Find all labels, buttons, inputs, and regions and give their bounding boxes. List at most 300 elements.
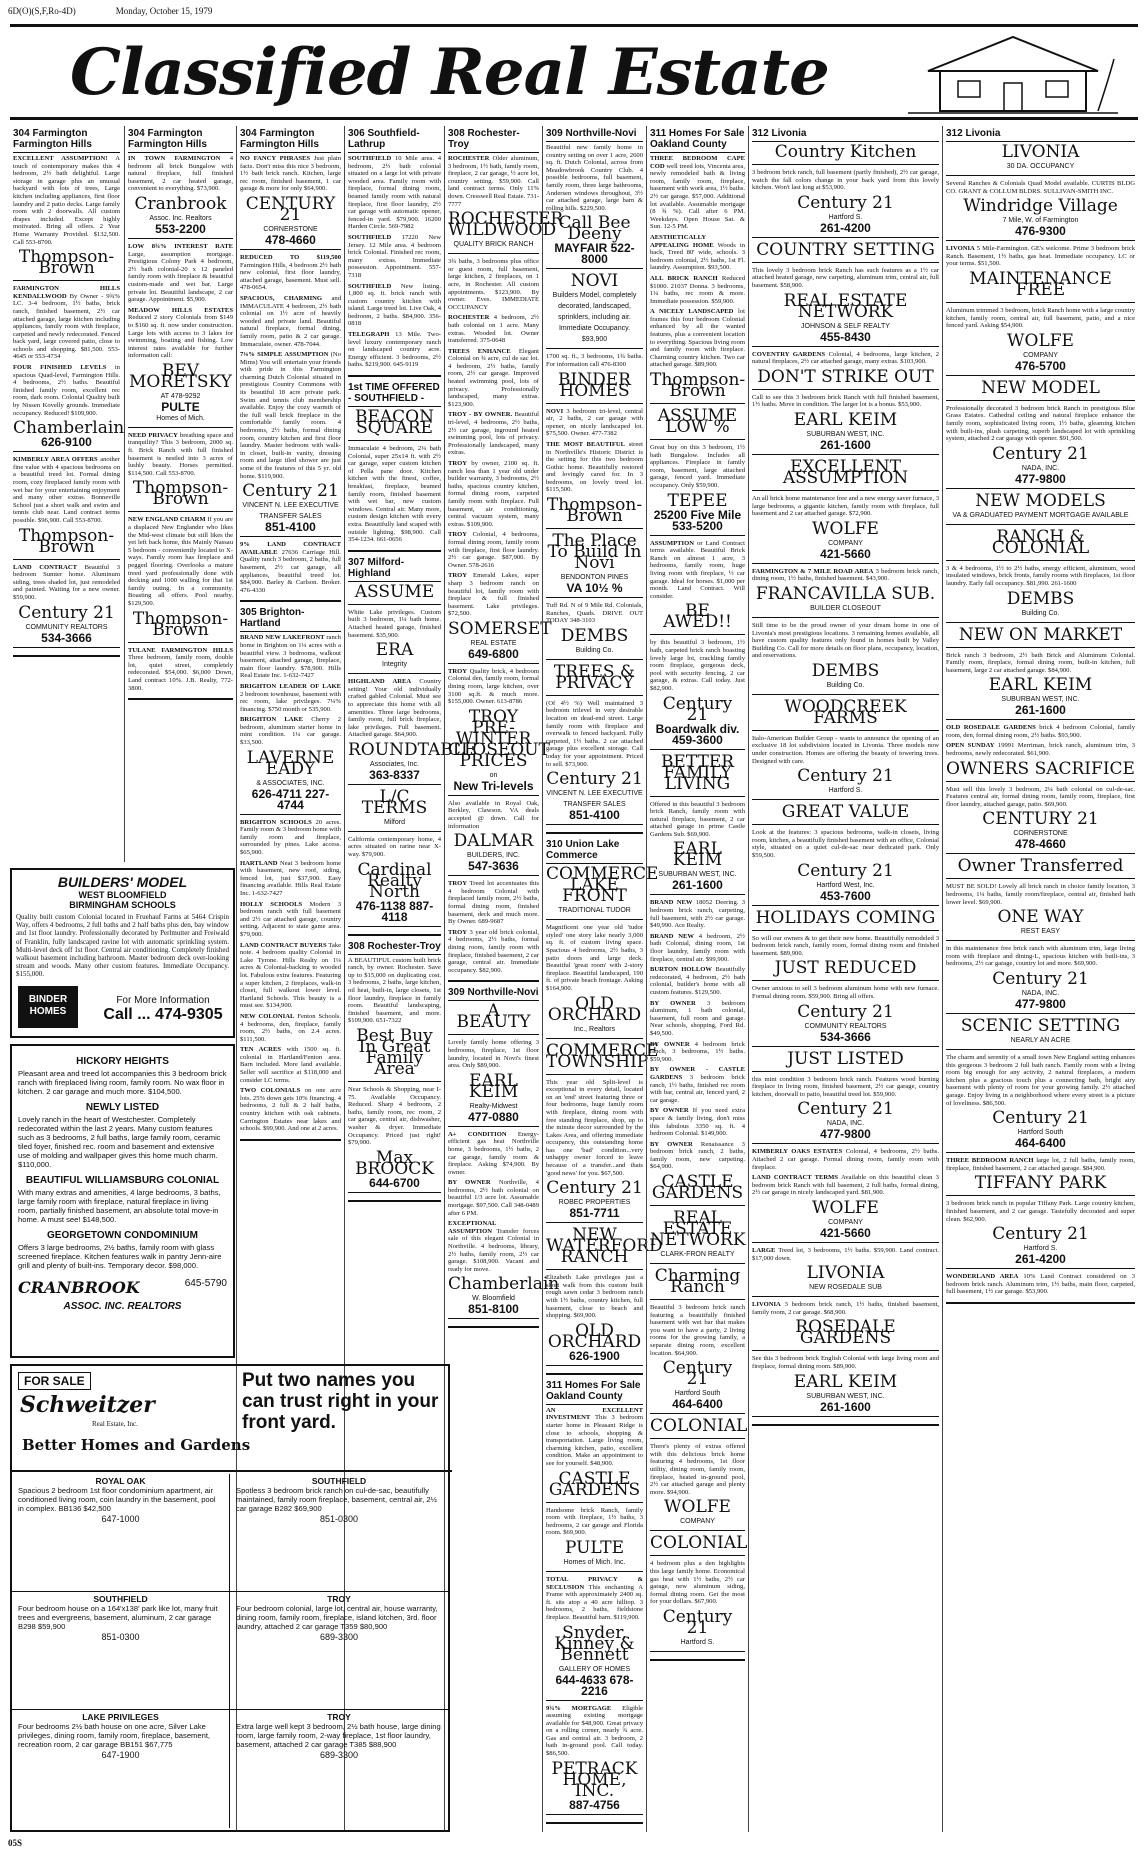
- listing-headline: 9¾% MORTGAGE: [546, 1704, 612, 1712]
- listing-headline: TREES ENHANCE: [448, 347, 511, 355]
- listing-ad: [752, 1148, 939, 1171]
- binder-homes-logo: BINDER HOMES: [18, 986, 78, 1028]
- divider: [348, 784, 441, 785]
- divider: [348, 604, 441, 605]
- divider: [946, 375, 1135, 376]
- listing-ad: [546, 1079, 643, 1178]
- agency-logo: REAL ESTATE NETWORK: [783, 290, 908, 322]
- agency-subtitle: ROBEC PROPERTIES: [558, 1199, 631, 1207]
- agency-phone: VA 10½ %: [566, 581, 623, 596]
- listing-text: Cherry 2 bedroom, aluminum starter home in mint condition. 1¼ car garage. $33,500.: [240, 716, 341, 747]
- divider: [752, 1242, 939, 1243]
- agency-block: [650, 693, 745, 750]
- listing-section: [546, 126, 643, 834]
- agency-subtitle: NADA, INC.: [826, 1120, 865, 1128]
- listing-text: 3 bedroom brick ranch, 1½ baths, finished rec room with bar, central air, fenced yard, 2 car garage.: [650, 1073, 745, 1104]
- agency-subtitle: BENDONTON PINES: [560, 574, 629, 582]
- agency-subtitle: NADA, INC.: [1021, 990, 1060, 997]
- divider: [946, 524, 1135, 525]
- listing-headline: LOW 8¾% INTEREST RATE: [128, 242, 233, 250]
- agency-phone: 477-9800: [1015, 471, 1066, 486]
- agency-logo: NOVI: [570, 271, 619, 292]
- agency-subtitle: QUALITY BRICK RANCH: [453, 241, 534, 249]
- divider: [546, 1365, 643, 1366]
- listing-ad: [348, 155, 441, 231]
- section-heading: 311 Homes For Sale Oakland County: [650, 128, 745, 153]
- listing-headline: A+ CONDITION: [448, 1130, 507, 1138]
- listing-ad: [448, 411, 539, 457]
- agency-logo: TIFFANY PARK: [974, 1173, 1107, 1194]
- listing-text: Owner anxious to sell 3 bedroom aluminum home with new furnace. Formal dining room. $59,900. Bring all offers.: [752, 985, 939, 1000]
- agency-subtitle: COMPANY: [828, 1218, 863, 1226]
- listing-text: This enchanting A Frame with approximately 2400 sq. ft. sits atop a 40 acre hilltop. 3 bedrooms, 2 baths, fieldstone fireplace. Beautiful barn. $119,900.: [546, 1583, 643, 1621]
- listing-headline: MEADOW HILLS ESTATES: [128, 306, 233, 314]
- divider: [752, 563, 939, 564]
- listing-text: Lovely family home offering 3 bedrooms, fireplace, 1st floor laundry, located in Novi's finest area. Only $89,900.: [448, 1039, 539, 1070]
- listing-ad: [946, 1200, 1135, 1223]
- agency-phone: 464-6400: [672, 1397, 723, 1412]
- agency-subtitle: Hartford S.: [828, 213, 863, 221]
- listing-headline: TEN ACRES: [240, 1046, 282, 1054]
- for-sale-listing: [230, 1710, 448, 1828]
- agency-phone: 851-8100: [468, 1302, 519, 1317]
- divider: [348, 440, 441, 441]
- agency-logo: WOLFE: [1007, 330, 1074, 351]
- divider: [546, 1074, 643, 1075]
- listing-text: 3 bedroom aluminum, 1 bath colonial, basement, full room and garage. Near schools, shopping, Ford Rd. $49,500.: [650, 999, 745, 1037]
- listing-text: Eligible assuming existing mortgage available for $48,900. Great privacy on a rolling corner, nearly ¾ acre. Gas and central air. 3 bedroom, 2 bath in-ground pool. Call today. $86,500.: [546, 1704, 643, 1758]
- agency-logo: DEMBS: [1006, 588, 1075, 609]
- agency-subtitle: NADA, INC.: [1021, 464, 1060, 472]
- agency-logo: ROCHESTER WILDWOOD: [448, 209, 564, 241]
- listing-text: brick 4 bedroom Colonial, family room, den, formal dining room, 2½ baths. $93,900.: [946, 724, 1136, 739]
- listing-text: Colonial, 4 bedrooms, formal dining room, family room with fireplace, first floor laundry. 2½ car garage. $87,900. By Owner. 578-2616: [448, 531, 539, 569]
- listing-text: 4 bedroom brick ranch, 3 bedrooms, 1½ baths. $59,900.: [650, 1040, 745, 1063]
- agency-logo: Century 21: [546, 1178, 643, 1199]
- listing-text: Northville, 4 bedrooms, 2½ bath colonial on beautiful 1/3 acre lot. Assumable mortgage. $97,500. Call 348-0489 after 6 PM.: [448, 1179, 539, 1217]
- agency-block: [752, 1197, 939, 1243]
- agency-logo: DEMBS: [811, 660, 880, 681]
- listing-headline: BY OWNER: [650, 1140, 693, 1148]
- agency-block: [946, 677, 1135, 720]
- agency-phone: 477-0880: [468, 1109, 519, 1124]
- listing-ad: [128, 516, 233, 607]
- builders-model-location: WEST BLOOMFIELD: [78, 890, 167, 900]
- agency-phone: Boardwalk div. 459-3600: [655, 721, 740, 747]
- listing-text: ranch home in Brighton on 1¼ acres with a beautiful view. 3 bedrooms, walkout basement, attached garage, fireplace, main floor laundry. $78,900. Hills Real Estate Inc. 1-632-7427: [240, 634, 341, 680]
- listing-text: and IMMACULATE 4 bedroom, 2½ bath colonial on 1½ acre of heavily wooded and private land. Beautiful natural fireplace, formal dining, family room, patio & 2 car garage. Immaculate, owner. 478-7044.: [240, 294, 341, 348]
- listing-ad: [752, 935, 939, 958]
- listing-headline: REDUCED TO $119,500: [240, 253, 341, 261]
- agency-logo: ROSEDALE GARDENS: [795, 1317, 896, 1349]
- agency-subtitle: Homes of Mich. Inc.: [563, 1558, 626, 1566]
- listing-headline: COVENTRY GARDENS: [752, 350, 826, 358]
- listing-ad: [240, 254, 341, 292]
- listing-ad: [348, 609, 441, 639]
- for-sale-listing-title: TROY: [327, 1712, 351, 1722]
- builders-model-schools: BIRMINGHAM SCHOOLS: [69, 900, 176, 910]
- agency-logo: FRANCAVILLA SUB.: [755, 583, 936, 604]
- for-sale-listing: [12, 1710, 230, 1828]
- listing-ad: [752, 735, 939, 765]
- listing-ad: [752, 394, 939, 409]
- divider: [128, 427, 233, 428]
- agency-logo: Chamberlain: [448, 1274, 560, 1295]
- agency-logo: ROUNDTABLE: [348, 739, 477, 760]
- divider: [650, 1413, 745, 1414]
- builders-model-call: [98, 995, 228, 1024]
- listing-headline: BY OWNER: [650, 1107, 689, 1115]
- divider: [752, 824, 939, 825]
- listing-headline: LAND CONTRACT: [13, 563, 77, 571]
- divider: [546, 919, 643, 920]
- listing-ad: [448, 258, 539, 311]
- agency-block: [946, 144, 1135, 176]
- agency-logo: COMMERCE TOWNSHIP: [546, 1040, 659, 1072]
- listing-headline: 7⅛% SIMPLE ASSUMPTION: [240, 351, 329, 359]
- agency-phone: 476-5700: [1015, 358, 1066, 373]
- listing-text: 3¾ baths, 3 bedrooms plus office or guest room, full basement, large kitchen, 2 fireplaces, on 1 acre, in Rochester. All custom appointments. $123,900. By owner. Eves. IMMEDIATE OCCUPANCY: [448, 258, 539, 311]
- agency-subtitle: BUILDERS, INC.: [467, 852, 520, 860]
- listing-text: Colonial, 4 bedrooms, 2½ baths. Attached 2 car garage. Formal dining room, family room with fireplace.: [752, 1148, 939, 1171]
- for-sale-listing-text: Spotless 3 bedroom brick ranch on cul-de-sac, beautifully maintained, family room fireplace, basement, central air, 2½ car garage B282 $69,900: [236, 1486, 437, 1513]
- agency-logo: JUST LISTED: [787, 1048, 904, 1069]
- agency-logo: Thompson-Brown: [132, 608, 229, 640]
- listing-headline: ASSUMPTION: [650, 539, 694, 547]
- section-heading: 308 Rochester-Troy: [448, 128, 539, 153]
- listing-ad: [448, 1179, 539, 1217]
- divider: [13, 559, 120, 560]
- listing-ad: [752, 1301, 939, 1316]
- agency-block: [128, 360, 233, 428]
- listing-ad: [752, 169, 939, 192]
- listing-text: another fine value with 4 spacious bedrooms on a beautiful treed lot. Formal dining room, cozy fireplaced family room with wet bar for your entertaining enjoyment and many other extras. Bonneville School just a short walk and swim and tennis club near. Land contract terms possible. $96,900. Call 553-8700.: [13, 456, 120, 524]
- listing-ad: [13, 364, 120, 417]
- agency-subtitle: Inc., Realtors: [573, 1025, 616, 1033]
- for-sale-header: [12, 1366, 452, 1472]
- listing-ad: [946, 724, 1135, 739]
- listing-ad: [546, 602, 643, 625]
- agency-logo: L/C TERMS: [361, 786, 428, 818]
- agency-block: [348, 409, 441, 441]
- column-7: [646, 126, 748, 1832]
- agency-block: [546, 369, 643, 404]
- listing-headline: TWO COLONIALS: [240, 1087, 301, 1095]
- agency-logo: BINDER HOMES: [558, 369, 631, 401]
- cranbrook-logo: CRANBROOK: [18, 1278, 140, 1297]
- listing-headline: EXCELLENT ASSUMPTION!: [13, 155, 108, 162]
- agency-block: [13, 418, 125, 452]
- agency-logo: GREAT VALUE: [781, 802, 910, 823]
- listing-ad: [650, 444, 745, 490]
- listing-text: Woods in back, Treed 80' wide, schools. 3 bedroom colonial, 2½ baths, 1st Fl. laundry. Assumption. $93,500.: [650, 241, 745, 272]
- divider: [946, 302, 1135, 303]
- agency-block: [752, 960, 939, 981]
- agency-logo: Century 21: [662, 1358, 733, 1390]
- agency-block: [650, 751, 745, 797]
- listing-text: Just plain facts. Don't miss this nice 3 bedroom, 1½ bath brick ranch. Kitchen, large rec room, finished basement, 1 car garage & more for only $64,900.: [240, 155, 341, 193]
- cranbrook-listing-title: HICKORY HEIGHTS: [76, 1056, 169, 1067]
- listing-ad: [650, 801, 745, 839]
- listing-section: [348, 126, 441, 377]
- builders-model-title: BUILDERS' MODEL: [57, 874, 188, 890]
- listing-text: Three bedroom, family room, double lot, quiet street, completely redecorated. $54,000. $6,000 Down, Land contract 10%. J.B. Realty, 772-3800.: [128, 654, 233, 692]
- agency-subtitle: REST EASY: [1020, 928, 1061, 936]
- agency-block: [348, 786, 441, 832]
- listing-ad: [752, 622, 939, 660]
- agency-subtitle: JOHNSON & SELF REALTY: [801, 322, 890, 330]
- agency-block: [240, 193, 341, 250]
- listing-text: Treed lot accentuates this 4 bedroom Colonial with fireplaced family room, 2½ baths, formal dining room, finished basement, deck and much more. By Owner. 689-9687: [448, 880, 539, 926]
- cranbrook-assoc: ASSOC. INC. REALTORS: [63, 1301, 182, 1312]
- listing-text: by owner, 2100 sq. ft. ranch less than 1 year old under builder warranty, 3 bedrooms, 2½ baths, spacious country kitchen, formal dining room, carpeted family room with fireplace. Full basement, air conditioning, central vacuum system, many extras. $109,900.: [448, 460, 539, 528]
- cranbrook-footer: [18, 1278, 227, 1297]
- agency-block: [650, 372, 745, 404]
- agency-logo: LAVERNE EADY: [246, 747, 335, 779]
- divider: [448, 663, 539, 664]
- divider: [546, 528, 643, 529]
- agency-block: [546, 1320, 643, 1366]
- listing-ad: [650, 540, 745, 601]
- agency-logo: COUNTRY SETTING: [756, 239, 935, 260]
- listing-ad: [650, 1066, 745, 1104]
- for-sale-listing-title: ROYAL OAK: [95, 1476, 146, 1486]
- listing-text: An all brick home maintenance free and a new energy saver furnace, 3 large bedrooms, a gigantic kitchen, family room with fireplace, full basement and 2 car attached garage. $72,900.: [752, 494, 939, 518]
- agency-subtitle: CLARK-FRON REALTY: [660, 1251, 735, 1259]
- listing-headline: FOUR FINISHED LEVELS: [13, 364, 107, 372]
- for-sale-ad: [10, 1364, 450, 1832]
- listing-ad: [946, 1157, 1135, 1172]
- agency-block: [650, 1360, 745, 1414]
- listing-ad: [946, 652, 1135, 675]
- for-sale-listing-phone: 689-3300: [319, 1632, 359, 1642]
- agency-subtitle: CORNERSTONE: [263, 225, 318, 233]
- agency-logo: NEW MODELS: [975, 490, 1106, 511]
- agency-logo: WOLFE: [812, 1197, 879, 1218]
- agency-block: [546, 1622, 643, 1701]
- agency-block: [752, 860, 939, 906]
- schweitzer-subtitle: Real Estate, Inc.: [92, 1420, 138, 1428]
- agency-logo: Charming Ranch: [654, 1266, 741, 1298]
- listing-section: [650, 126, 748, 1661]
- listing-text: Take note. 4 bedroom quality Colonial in Lake Tyrone. Hills Realty on 1¼ acres & Colonial-backing to wooded lot. Fabulous extra features. Featuring a super kitchen, 2 fireplaces, walk-in closet, full walkout lower level. Hartland Schools. This beauty is a must see. $134,900.: [240, 941, 342, 1010]
- agency-block: [752, 239, 939, 263]
- call-label: For More Information: [116, 995, 210, 1006]
- listing-headline: TOTAL PRIVACY & SECLUSION: [546, 1575, 643, 1591]
- agency-block: [752, 1319, 939, 1351]
- listing-ad: [546, 1407, 643, 1468]
- agency-logo: Thompson-Brown: [18, 525, 115, 557]
- agency-block: [650, 841, 745, 895]
- listing-ad: [752, 1174, 939, 1197]
- listing-ad: [650, 899, 745, 929]
- listing-ad: [448, 314, 539, 344]
- agency-logo: Century 21: [18, 602, 115, 623]
- listing-ad: [946, 883, 1135, 906]
- agency-logo: Century 21: [992, 1224, 1089, 1245]
- agency-phone: 261-1600: [820, 1399, 871, 1414]
- agency-logo: JUST REDUCED: [774, 958, 917, 979]
- listing-ad: [946, 180, 1135, 195]
- listing-headline: IN TOWN FARMINGTON: [128, 155, 221, 162]
- listing-ad: [128, 243, 233, 304]
- divider: [546, 1502, 643, 1503]
- agency-logo: Thompson-Brown: [546, 495, 643, 527]
- listing-text: Italo-American Builder Group - wants to announce the opening of an exclusive 18 lot subdivision located in Livonia. Three models now under construction. Homes are offering the beauty of towering trees. Designed with care.: [752, 734, 939, 765]
- listing-headline: LAND CONTRACT BUYERS: [240, 941, 327, 949]
- listing-ad: [448, 460, 539, 528]
- listing-ad: [240, 295, 341, 348]
- agency-block: [752, 804, 939, 825]
- agency-block: [946, 526, 1135, 561]
- listing-text: 10% Land Contract considered on 3 bedroom brick ranch. Aluminum trim, 1½ baths, main floor, carpeted, full basement, 1½ car garage. $53,900.: [946, 1273, 1135, 1296]
- agency-phone: 455-8430: [820, 329, 871, 344]
- listing-ad: [650, 639, 745, 692]
- divider: [752, 799, 939, 800]
- agency-subtitle: COMMUNITY REALTORS: [25, 623, 108, 631]
- divider: [752, 1350, 939, 1351]
- listing-ad: [240, 351, 341, 480]
- listing-section: [448, 985, 560, 1328]
- listing-section: [946, 126, 1135, 1304]
- for-sale-listing-phone: 851-0300: [101, 1632, 140, 1642]
- divider: [946, 719, 1135, 720]
- listing-text: A BEAUTIFUL custom built brick ranch, by owner. Rochester. Save up to $15,000 on duplicating cost. 3 bedrooms, 2 baths, large kitchen, oil heat, built-in, large closets, 1st floor laundry, fireplace in family room. Beautiful landscaping, finished basement, and more. $109,900. 651-7322: [348, 956, 441, 1025]
- listing-ad: [650, 308, 745, 369]
- listing-section: [546, 837, 663, 1375]
- listing-headline: AN EXCELLENT INVESTMENT: [546, 1406, 643, 1422]
- listing-text: Still time to be the proud owner of your dream home in one of Livonia's most prestigious locations. 3 remaining homes available, all have custom quality features only found in homes built by Valley Building Co. Call for more details on floor plans, occupancy, location, and reservations.: [752, 621, 939, 660]
- agency-block: [546, 1468, 643, 1503]
- agency-logo: Thompson-Brown: [132, 478, 229, 510]
- agency-logo: Century 21: [242, 481, 339, 502]
- listing-text: Brick ranch 3 bedroom, 2½ bath Brick and Aluminum Colonial. Family room, fireplace, formal dining room, built-in kitchen, full basement, large 2 car attached garage. $84,900.: [946, 651, 1135, 674]
- listing-text: 1700 sq. ft., 3 bedrooms, 1¾ baths. For information call 476-8300: [546, 353, 643, 368]
- listing-text: This year old Split-level is exceptional in every detail, located on an 'end' street featuring three or four bedrooms, huge family room with fireplace, dining room with free standing fireplace, shop, up to the minute decor surrounded by the Lakes Area, and offering immediate occupancy, this outstanding home has one 'bad' condition...very unhappy owner forced to leave because of a transfer...and thats 'good news' for you. $67,500.: [546, 1078, 643, 1177]
- listing-section: [752, 126, 939, 1426]
- divider: [546, 1814, 643, 1815]
- for-sale-listing-text: Extra large well kept 3 bedroom, 2½ bath house, large dining room, large family room, 2-way fireplace, 1st floor laundry, basement, attached 2 car garage T385 $88,900: [236, 1722, 441, 1749]
- agency-logo: COMMERCE LAKE FRONT: [546, 864, 659, 907]
- agency-logo: WOODCREEK FARMS: [784, 696, 907, 728]
- agency-logo: Century 21: [797, 1001, 894, 1022]
- listing-ad: [546, 1507, 643, 1537]
- agency-block: [752, 583, 939, 618]
- agency-logo: BETTER FAMILY LIVING: [660, 751, 735, 794]
- agency-logo: Century 21: [662, 1606, 733, 1638]
- listing-headline: TROY: [448, 880, 468, 888]
- listing-text: 3 year old brick colonial, 4 bedrooms, 2½ baths, formal dining room, family room with fireplace, finished basement, 2 car garage, central air. Immediate occupancy. $82,900.: [448, 928, 539, 974]
- listing-text: Aluminum trimmed 3 bedroom, brick Ranch home with a large country kitchen, family room, central air, full basement, patio, and a nice fenced yard. Asking $54,900.: [946, 306, 1135, 330]
- section-heading: 305 Brighton-Hartland: [240, 607, 341, 632]
- section-heading: 309 Northville-Novi: [448, 987, 539, 1001]
- listing-headline: HARTLAND: [240, 859, 278, 867]
- section-heading: 306 Southfield-Lathrup: [348, 128, 441, 153]
- listing-text: breathing space and tranquility? This 3 bedroom, 2000 sq. ft. Brick Ranch with full finished basement is nestled into 3 acres of lushly beauty. Horses permitted. $114,500. Call 553-8700.: [128, 431, 233, 477]
- agency-subtitle: Realty-Midwest: [469, 1102, 518, 1110]
- agency-block: [650, 490, 745, 536]
- agency-logo: ASSUME LOW %: [657, 406, 738, 438]
- listing-text: 10 Mile area. 4 bedroom, 2½ bath colonial situated on a large lot with private wooded area. Family room with fireplace, formal dining room, beamed family room with natural fireplace, first floor laundry, 2½ car garage with automatic opener, fenced-in yard. $79,900. 16200 Harden Circle. 569-7982: [348, 155, 441, 231]
- agency-block: [752, 1371, 939, 1417]
- listing-ad: [13, 564, 120, 602]
- listing-text: 3 & 4 bedrooms, 1½ to 2½ baths, energy efficient, aluminum, wood insulated windows, brick fronts, family rooms with fireplaces, 1st floor laundry. Early fall occupancy. $81,990. 261-1600: [946, 564, 1135, 587]
- listing-text: Near Schools & Shopping, near I-75. Available Occupancy. Reduced. Sharp 4 bedroom, 2 baths, family room, rec room, 2 car garage, central air, dishwasher, washer & dryer. Immediate Occupancy. Priced just right! $79,900.: [348, 1086, 441, 1147]
- divider: [752, 237, 939, 238]
- for-sale-label: FOR SALE: [18, 1372, 91, 1390]
- listing-ad: [946, 1054, 1135, 1107]
- listing-text: This 3 bedroom starter home in Pleasant Ridge is close to schools, shopping & transportation. Large living room, charming kitchen, patio, excellent condition. Make an appointment to see for yourself. $48,900.: [546, 1414, 643, 1467]
- agency-phone: 553-2200: [155, 221, 206, 236]
- agency-block: [240, 483, 341, 537]
- listing-ad: [448, 1131, 539, 1177]
- agency-logo: DEMBS: [560, 625, 629, 646]
- agency-logo: EXCELLENT ASSUMPTION: [782, 456, 909, 488]
- agency-phone: 851-7711: [569, 1206, 620, 1221]
- agency-block: [946, 377, 1135, 401]
- agency-logo: CASTLE GARDENS: [548, 1468, 641, 1500]
- divider: [650, 1205, 745, 1206]
- agency-block: [650, 1174, 745, 1206]
- listing-headline: WONDERLAND AREA: [946, 1273, 1019, 1281]
- listing-section: [13, 126, 125, 657]
- agency-phone: 476-9300: [1015, 224, 1066, 239]
- divider: [546, 1700, 643, 1701]
- agency-phone: 261-1600: [1015, 703, 1066, 718]
- listing-text: Elegant Colonial on ¾ acre, cul de sac lot. 4 bedroom, 2½ baths, family room, 2½ car garage. Improved heated swimming pool, lots of privacy. Professionally landscaped, many extras. $123,900.: [448, 347, 539, 408]
- divider: [752, 617, 939, 618]
- agency-logo: Snyder, Kinney & Bennett: [554, 1622, 635, 1665]
- agency-block: [946, 198, 1135, 241]
- for-sale-listing-phone: 647-1900: [101, 1750, 140, 1760]
- divider: [946, 1268, 1135, 1269]
- listing-ad: [13, 456, 120, 524]
- page-code: 6D(O)(S,F,Ro-4D): [8, 6, 76, 16]
- agency-block: [128, 480, 233, 512]
- divider: [946, 622, 1135, 623]
- listing-text: 4 bedroom plus a den highlights this large family home. Economical gas heat with 1½ baths, 2½ car garage, new aluminum siding, formal dining room. Get the most for your dollars. $67,900.: [650, 1560, 745, 1606]
- agency-block: [946, 443, 1135, 489]
- cranbrook-listing-title: BEAUTIFUL WILLIAMSBURG COLONIAL: [25, 1175, 220, 1186]
- listing-text: 3 bedroom brick ranch, full basement (partly finished), 2½ car garage, watch the fall colors change in your back yard from this lovely kitchen. Won't last long at $53,900.: [752, 169, 939, 192]
- agency-block: [448, 833, 539, 876]
- listing-ad: [448, 531, 539, 569]
- listing-ad: [752, 568, 939, 583]
- agency-block: [752, 456, 939, 491]
- column-6: [542, 126, 663, 1832]
- listing-ad: [946, 307, 1135, 330]
- listing-text: Treed lot, 3 bedrooms, 1½ baths. $59,900. Land contract. $17,000 down.: [752, 1246, 939, 1262]
- divider: [546, 824, 643, 825]
- divider: [650, 894, 745, 895]
- listing-headline: BRAND NEW: [650, 899, 693, 907]
- agency-logo: COLONIAL: [650, 1533, 748, 1554]
- agency-block: [448, 1003, 539, 1035]
- listing-ad: [946, 742, 1135, 757]
- agency-block: [650, 1210, 745, 1264]
- page-header: [8, 6, 1138, 20]
- section-heading: 310 Union Lake Commerce: [546, 839, 643, 864]
- divider: [946, 1152, 1135, 1153]
- agency-logo: NEW ON MARKET: [958, 624, 1123, 645]
- agency-block: [752, 192, 939, 238]
- agency-logo: TREES & PRIVACY: [553, 661, 636, 693]
- agency-logo: Century 21: [992, 443, 1089, 464]
- divider: [752, 1296, 939, 1297]
- listing-text: If you are a displaced New Englander who likes the Mid-west climate but still likes the yet left back home, this Mainly Nassau 5 bedroom - conveniently located to X-ways. Family room has fireplace and pegged flooring. Overlooks a mature treed yard professionally done with decking and 1000 walling for that 1st family outing. In a community. Boasting all offers. Pool nearby. $129,500.: [128, 516, 233, 607]
- agency-logo: Chamberlain: [13, 418, 125, 439]
- agency-phone: 644-6700: [369, 1175, 420, 1190]
